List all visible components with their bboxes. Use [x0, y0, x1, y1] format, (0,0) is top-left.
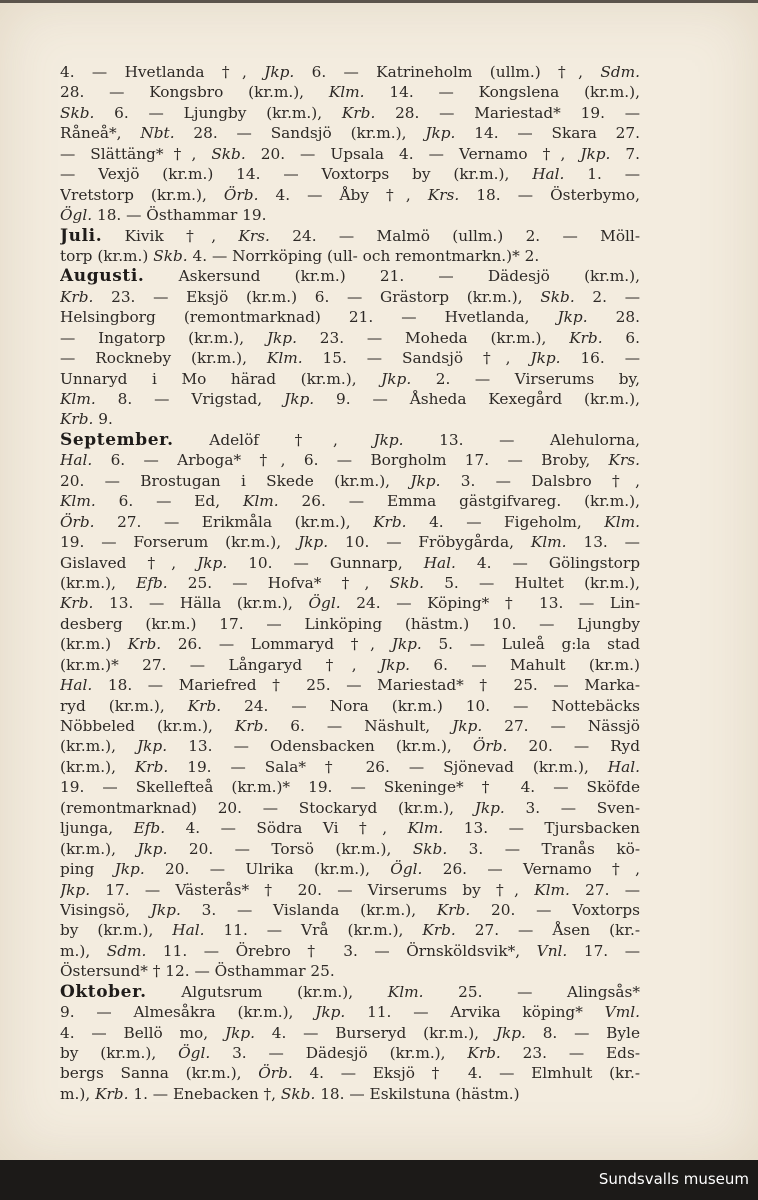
county-abbreviation: Jkp. — [150, 900, 181, 919]
text-line — [60, 164, 640, 184]
text-segment: 24. — Malmö (ullm.) 2. — Möll- — [269, 226, 640, 245]
text-segment: 18. — Mariefred † 25. — Mariestad* † 25. — Marka- — [92, 676, 640, 695]
text-segment: 3. — Vislanda (kr.m.), — [180, 900, 437, 919]
county-abbreviation: Klm. — [60, 390, 96, 408]
text-segment: Unnaryd i Mo härad (kr.m.), — [60, 369, 382, 388]
text-line — [60, 185, 640, 205]
county-abbreviation: Efb. — [136, 573, 168, 592]
text-segment: 5. — Hultet (kr.m.), — [424, 573, 640, 592]
text-segment: — Rockneby (kr.m.), — [60, 349, 267, 368]
county-abbreviation: Jkp. — [114, 860, 145, 879]
text-segment: Askersund (kr.m.) 21. — Dädesjö (kr.m.), — [144, 267, 640, 286]
text-segment: 6. — Mahult (kr.m.) — [410, 655, 640, 674]
county-abbreviation: Hal. — [423, 553, 456, 572]
text-segment: 19. — Forserum (kr.m.), — [60, 533, 299, 552]
county-abbreviation: Skb. — [389, 573, 425, 592]
text-segment: 16. — — [560, 349, 640, 368]
text-segment: 20. — Voxtorps — [470, 900, 640, 919]
county-abbreviation: Klm. — [534, 880, 570, 899]
county-abbreviation: Krb. — [187, 696, 222, 715]
county-abbreviation: Ögl. — [60, 206, 93, 225]
text-segment: 4. — Åby †, — [258, 185, 428, 204]
county-abbreviation: Örb. — [472, 737, 508, 756]
text-segment: 4. — Södra Vi †, — [165, 819, 408, 838]
text-line — [60, 859, 640, 879]
text-line — [60, 409, 640, 429]
text-line — [60, 716, 640, 736]
county-abbreviation: Skb. — [153, 246, 188, 265]
text-segment: 4. — Norrköping (ull- och remontmarkn.)* 2. — [187, 246, 540, 265]
text-segment: (kr.m.) — [60, 635, 128, 654]
county-abbreviation: Skb. — [280, 1084, 316, 1103]
text-line — [60, 450, 640, 470]
county-abbreviation: Hal. — [532, 165, 565, 184]
text-line — [60, 961, 640, 981]
county-abbreviation: Hal. — [60, 676, 93, 695]
text-segment: 6. — Näshult, — [268, 717, 453, 735]
text-segment: 4. — Hvetlanda †, — [60, 63, 265, 81]
county-abbreviation: Krb. — [60, 287, 94, 306]
text-segment: 9. — Åsheda Kexegård (kr.m.), — [314, 390, 640, 408]
text-segment: 3. — Dädesjö (kr.m.), — [210, 1044, 468, 1062]
text-line — [60, 777, 640, 797]
county-abbreviation: Krb. — [436, 900, 471, 919]
county-abbreviation: Krb. — [467, 1044, 501, 1062]
county-abbreviation: Krb. — [569, 328, 603, 347]
text-segment: 17. — — [567, 941, 640, 960]
text-segment: 11. — Örebro † 3. — Örnsköldsvik*, — [146, 941, 537, 960]
county-abbreviation: Skb. — [412, 839, 448, 858]
text-line — [60, 82, 640, 102]
text-line — [60, 471, 640, 491]
text-segment: 25. — Alingsås* — [423, 982, 640, 1001]
county-abbreviation: Jkp. — [410, 471, 441, 490]
museum-credit-label: Sundsvalls museum — [598, 1170, 749, 1188]
text-segment: 5. — Luleå g:la stad — [421, 635, 640, 654]
text-segment: 4. — Gölingstorp — [455, 553, 640, 572]
text-line — [60, 1043, 640, 1063]
text-segment: 4. — Bellö mo, — [60, 1023, 225, 1042]
text-line — [60, 736, 640, 756]
text-segment: 4. — Eksjö † 4. — Elmhult (kr.- — [292, 1064, 640, 1083]
text-segment: Kivik †, — [102, 226, 239, 245]
text-segment: 8. — Byle — [525, 1023, 640, 1042]
text-line — [60, 62, 640, 82]
county-abbreviation: Jkp. — [137, 839, 168, 858]
county-abbreviation: Klm. — [266, 349, 303, 368]
county-abbreviation: Jkp. — [373, 430, 404, 449]
text-segment: ping — [60, 860, 115, 879]
text-segment: 28. — Kongsbro (kr.m.), — [60, 83, 329, 102]
county-abbreviation: Jkp. — [284, 390, 315, 408]
text-segment: Östersund* † 12. — Östhammar 25. — [60, 962, 335, 981]
month-heading: Oktober. — [60, 981, 147, 1002]
county-abbreviation: Jkp. — [264, 63, 295, 81]
county-abbreviation: Jkp. — [137, 737, 168, 756]
text-segment: bergs Sanna (kr.m.), — [60, 1064, 259, 1083]
text-line — [60, 655, 640, 675]
text-segment: 4. — Figeholm, — [406, 512, 605, 531]
text-segment: 14. — Kongslena (kr.m.), — [364, 83, 640, 102]
text-segment: 23. — Eds- — [500, 1044, 640, 1062]
text-segment: 2. — Virserums by, — [411, 369, 640, 388]
text-line — [60, 1002, 640, 1022]
text-line — [60, 900, 640, 920]
county-abbreviation: Klm. — [407, 819, 444, 838]
text-segment: 20. — Ulrika (kr.m.), — [144, 860, 391, 879]
county-abbreviation: Krb. — [341, 103, 376, 122]
text-line — [60, 512, 640, 532]
county-abbreviation: Hal. — [607, 757, 640, 776]
county-abbreviation: Krb. — [422, 921, 456, 940]
text-segment: 9. — Almesåkra (kr.m.), — [60, 1003, 316, 1022]
text-segment: 15. — Sandsjö †, — [302, 349, 531, 368]
text-segment: 20. — Ryd — [507, 737, 640, 756]
text-segment: 6. — Ljungby (kr.m.), — [94, 103, 342, 122]
text-segment: m.), — [60, 941, 107, 960]
county-abbreviation: Ögl. — [308, 594, 341, 613]
county-abbreviation: Ögl. — [390, 860, 423, 879]
county-abbreviation: Jkp. — [224, 1023, 255, 1042]
text-segment: Adelöf †, — [173, 430, 374, 449]
county-abbreviation: Jkp. — [60, 880, 91, 899]
text-segment: 17. — Västerås* † 20. — Virserums by †, — [90, 880, 535, 899]
county-abbreviation: Jkp. — [315, 1003, 346, 1022]
county-abbreviation: Jkp. — [425, 124, 456, 143]
county-abbreviation: Krb. — [60, 410, 94, 429]
text-segment: 3. — Tranås kö- — [447, 839, 640, 858]
text-line — [60, 369, 640, 389]
text-segment: (kr.m.), — [60, 839, 138, 858]
text-line — [60, 246, 640, 266]
county-abbreviation: Vml. — [604, 1003, 640, 1022]
text-segment: 28. — [587, 308, 640, 327]
text-segment: Råneå*, — [60, 124, 141, 143]
county-abbreviation: Jkp. — [379, 655, 411, 674]
text-line — [60, 1063, 640, 1083]
month-heading: Augusti. — [60, 266, 145, 287]
text-segment: 18. — Östhammar 19. — [92, 206, 267, 225]
text-segment: 1. — — [564, 165, 640, 184]
county-abbreviation: Jkp. — [580, 144, 611, 163]
text-segment: 13. — Alehulorna, — [403, 430, 640, 449]
text-line — [60, 920, 640, 940]
county-abbreviation: Efb. — [133, 819, 166, 838]
county-abbreviation: Krb. — [134, 757, 169, 776]
county-abbreviation: Jkp. — [266, 328, 297, 347]
text-segment: 28. — Mariestad* 19. — — [375, 103, 640, 122]
text-segment: desberg (kr.m.) 17. — Linköping (hästm.) 10. — Ljungby — [60, 614, 640, 633]
text-segment: 6. — Ed, — [95, 492, 243, 511]
text-line — [60, 798, 640, 818]
county-abbreviation: Jkp. — [495, 1023, 526, 1042]
text-segment: 14. — Skara 27. — [455, 124, 640, 143]
text-segment: (remontmarknad) 20. — Stockaryd (kr.m.), — [60, 798, 475, 817]
text-segment: (kr.m.), — [60, 573, 137, 592]
text-segment: 24. — Nora (kr.m.) 10. — Nottebäcks — [221, 696, 640, 715]
text-segment: 3. — Sven- — [504, 798, 640, 817]
text-segment: m.), — [60, 1084, 96, 1103]
text-line — [60, 103, 640, 123]
county-abbreviation: Krb. — [127, 635, 162, 654]
text-segment: 6. — [602, 328, 640, 347]
text-segment: 3. — Dalsbro †, — [440, 471, 640, 490]
text-line — [60, 266, 640, 286]
text-segment: 24. — Köping* † 13. — Lin- — [340, 594, 640, 613]
text-line — [60, 593, 640, 613]
county-abbreviation: Skb. — [60, 103, 95, 122]
text-segment: Visingsö, — [60, 900, 151, 919]
text-segment: 20. — Upsala 4. — Vernamo †, — [245, 144, 581, 163]
county-abbreviation: Hal. — [172, 921, 205, 940]
text-segment: 26. — Emma gästgifvareg. (kr.m.), — [278, 492, 640, 511]
text-segment: 19. — Sala* † 26. — Sjönevad (kr.m.), — [168, 757, 608, 776]
text-line — [60, 532, 640, 552]
county-abbreviation: Örb. — [223, 185, 259, 204]
text-segment: 7. — [610, 144, 640, 163]
text-line — [60, 287, 640, 307]
text-segment: 26. — Lommaryd †, — [161, 635, 392, 654]
text-segment: 13. — Hälla (kr.m.), — [93, 594, 309, 613]
market-listing-text — [60, 62, 640, 1104]
county-abbreviation: Ögl. — [178, 1044, 211, 1062]
county-abbreviation: Jkp. — [298, 533, 329, 552]
county-abbreviation: Sdm. — [106, 941, 147, 960]
text-line — [60, 941, 640, 961]
county-abbreviation: Krs. — [427, 185, 460, 204]
county-abbreviation: Skb. — [540, 287, 575, 306]
text-segment: ljunga, — [60, 819, 134, 838]
text-segment: 9. — [93, 410, 113, 429]
text-segment: 27. — — [569, 880, 640, 899]
text-segment: 10. — Gunnarp, — [227, 553, 424, 572]
text-line — [60, 348, 640, 368]
text-line — [60, 982, 640, 1002]
text-segment: 11. — Arvika köping* — [345, 1003, 605, 1022]
text-segment: 23. — Eksjö (kr.m.) 6. — Grästorp (kr.m.), — [93, 287, 541, 306]
county-abbreviation: Klm. — [530, 533, 567, 552]
text-segment: torp (kr.m.) — [60, 246, 154, 265]
county-abbreviation: Krs. — [608, 451, 640, 470]
text-segment: 11. — Vrå (kr.m.), — [204, 921, 423, 940]
text-line — [60, 634, 640, 654]
text-line — [60, 553, 640, 573]
text-segment: ryd (kr.m.), — [60, 696, 188, 715]
county-abbreviation: Klm. — [60, 492, 96, 511]
text-segment: 27. — Åsen (kr.- — [455, 921, 640, 940]
county-abbreviation: Vnl. — [536, 941, 568, 960]
text-segment: by (kr.m.), — [60, 1044, 179, 1062]
text-segment: 23. — Moheda (kr.m.), — [296, 328, 570, 347]
text-line — [60, 226, 640, 246]
text-segment: — Vexjö (kr.m.) 14. — Voxtorps by (kr.m.), — [60, 165, 533, 184]
county-abbreviation: Klm. — [387, 982, 424, 1001]
text-segment: Gislaved †, — [60, 553, 198, 572]
text-segment: (kr.m.)* 27. — Långaryd †, — [60, 655, 380, 674]
text-segment: 13. — Odensbacken (kr.m.), — [167, 737, 473, 756]
text-segment: Helsingborg (remontmarknad) 21. — Hvetlanda, — [60, 308, 558, 327]
text-segment: Vretstorp (kr.m.), — [60, 185, 224, 204]
text-line — [60, 818, 640, 838]
county-abbreviation: Jkp. — [452, 717, 483, 735]
county-abbreviation: Klm. — [328, 83, 365, 102]
text-segment: 6. — Arboga* †, 6. — Borgholm 17. — Broby, — [92, 451, 609, 470]
text-line — [60, 757, 640, 777]
text-line — [60, 573, 640, 593]
text-segment: — Slättäng*†, — [60, 144, 212, 163]
county-abbreviation: Krb. — [373, 512, 407, 531]
text-segment: 8. — Vrigstad, — [95, 390, 285, 408]
county-abbreviation: Skb. — [211, 144, 246, 163]
text-line — [60, 880, 640, 900]
text-line — [60, 1084, 640, 1104]
county-abbreviation: Nbt. — [140, 124, 175, 143]
text-line — [60, 696, 640, 716]
text-segment: 18. — Österbymo, — [459, 185, 640, 204]
county-abbreviation: Krb. — [95, 1084, 129, 1103]
text-segment: 18. — Eskilstuna (hästm.) — [315, 1084, 520, 1103]
text-line — [60, 430, 640, 450]
county-abbreviation: Hal. — [60, 451, 93, 470]
county-abbreviation: Klm. — [604, 512, 640, 531]
month-heading: Juli. — [60, 225, 103, 246]
text-segment: 27. — Erikmåla (kr.m.), — [94, 512, 374, 531]
text-segment: 6. — Katrineholm (ullm.) †, — [294, 63, 601, 81]
county-abbreviation: Jkp. — [391, 635, 422, 654]
county-abbreviation: Örb. — [60, 512, 95, 531]
text-segment: — Ingatorp (kr.m.), — [60, 328, 267, 347]
text-line — [60, 205, 640, 225]
county-abbreviation: Jkp. — [381, 369, 412, 388]
text-segment: 28. — Sandsjö (kr.m.), — [174, 124, 426, 143]
text-segment: 25. — Hofva* †, — [167, 573, 390, 592]
text-segment: 13. — Tjursbacken — [443, 819, 640, 838]
top-edge-rule — [0, 0, 758, 3]
county-abbreviation: Sdm. — [600, 63, 640, 81]
text-segment: 4. — Burseryd (kr.m.), — [255, 1023, 496, 1042]
text-segment: 2. — — [574, 287, 640, 306]
county-abbreviation: Krs. — [238, 226, 270, 245]
text-line — [60, 614, 640, 634]
text-line — [60, 675, 640, 695]
text-line — [60, 123, 640, 143]
text-segment: (kr.m.), — [60, 737, 138, 756]
text-line — [60, 839, 640, 859]
county-abbreviation: Jkp. — [474, 798, 505, 817]
county-abbreviation: Örb. — [258, 1064, 293, 1083]
county-abbreviation: Klm. — [242, 492, 279, 511]
text-segment: 13. — — [566, 533, 640, 552]
text-line — [60, 1023, 640, 1043]
month-heading: September. — [60, 429, 174, 450]
text-line — [60, 307, 640, 327]
county-abbreviation: Jkp. — [557, 308, 588, 327]
text-line — [60, 389, 640, 409]
text-line — [60, 491, 640, 511]
text-line — [60, 144, 640, 164]
text-segment: Algutsrum (kr.m.), — [146, 982, 388, 1001]
county-abbreviation: Krb. — [60, 594, 94, 613]
text-segment: (kr.m.), — [60, 757, 135, 776]
text-segment: 1. — Enebacken †, — [128, 1084, 281, 1103]
text-segment: 20. — Torsö (kr.m.), — [167, 839, 413, 858]
text-segment: 19. — Skellefteå (kr.m.)* 19. — Skeninge* † 4. — Sköfde — [60, 778, 640, 797]
text-segment: 20. — Brostugan i Skede (kr.m.), — [60, 471, 411, 490]
county-abbreviation: Krb. — [234, 717, 269, 735]
text-segment: 10. — Fröbygårda, — [328, 533, 531, 552]
text-segment: 26. — Vernamo †, — [422, 860, 640, 879]
county-abbreviation: Jkp. — [530, 349, 561, 368]
text-segment: Nöbbeled (kr.m.), — [60, 717, 235, 735]
county-abbreviation: Jkp. — [197, 553, 228, 572]
text-segment: 27. — Nässjö — [482, 717, 640, 735]
footer-bar — [0, 1160, 758, 1200]
text-line — [60, 328, 640, 348]
text-segment: by (kr.m.), — [60, 921, 173, 940]
